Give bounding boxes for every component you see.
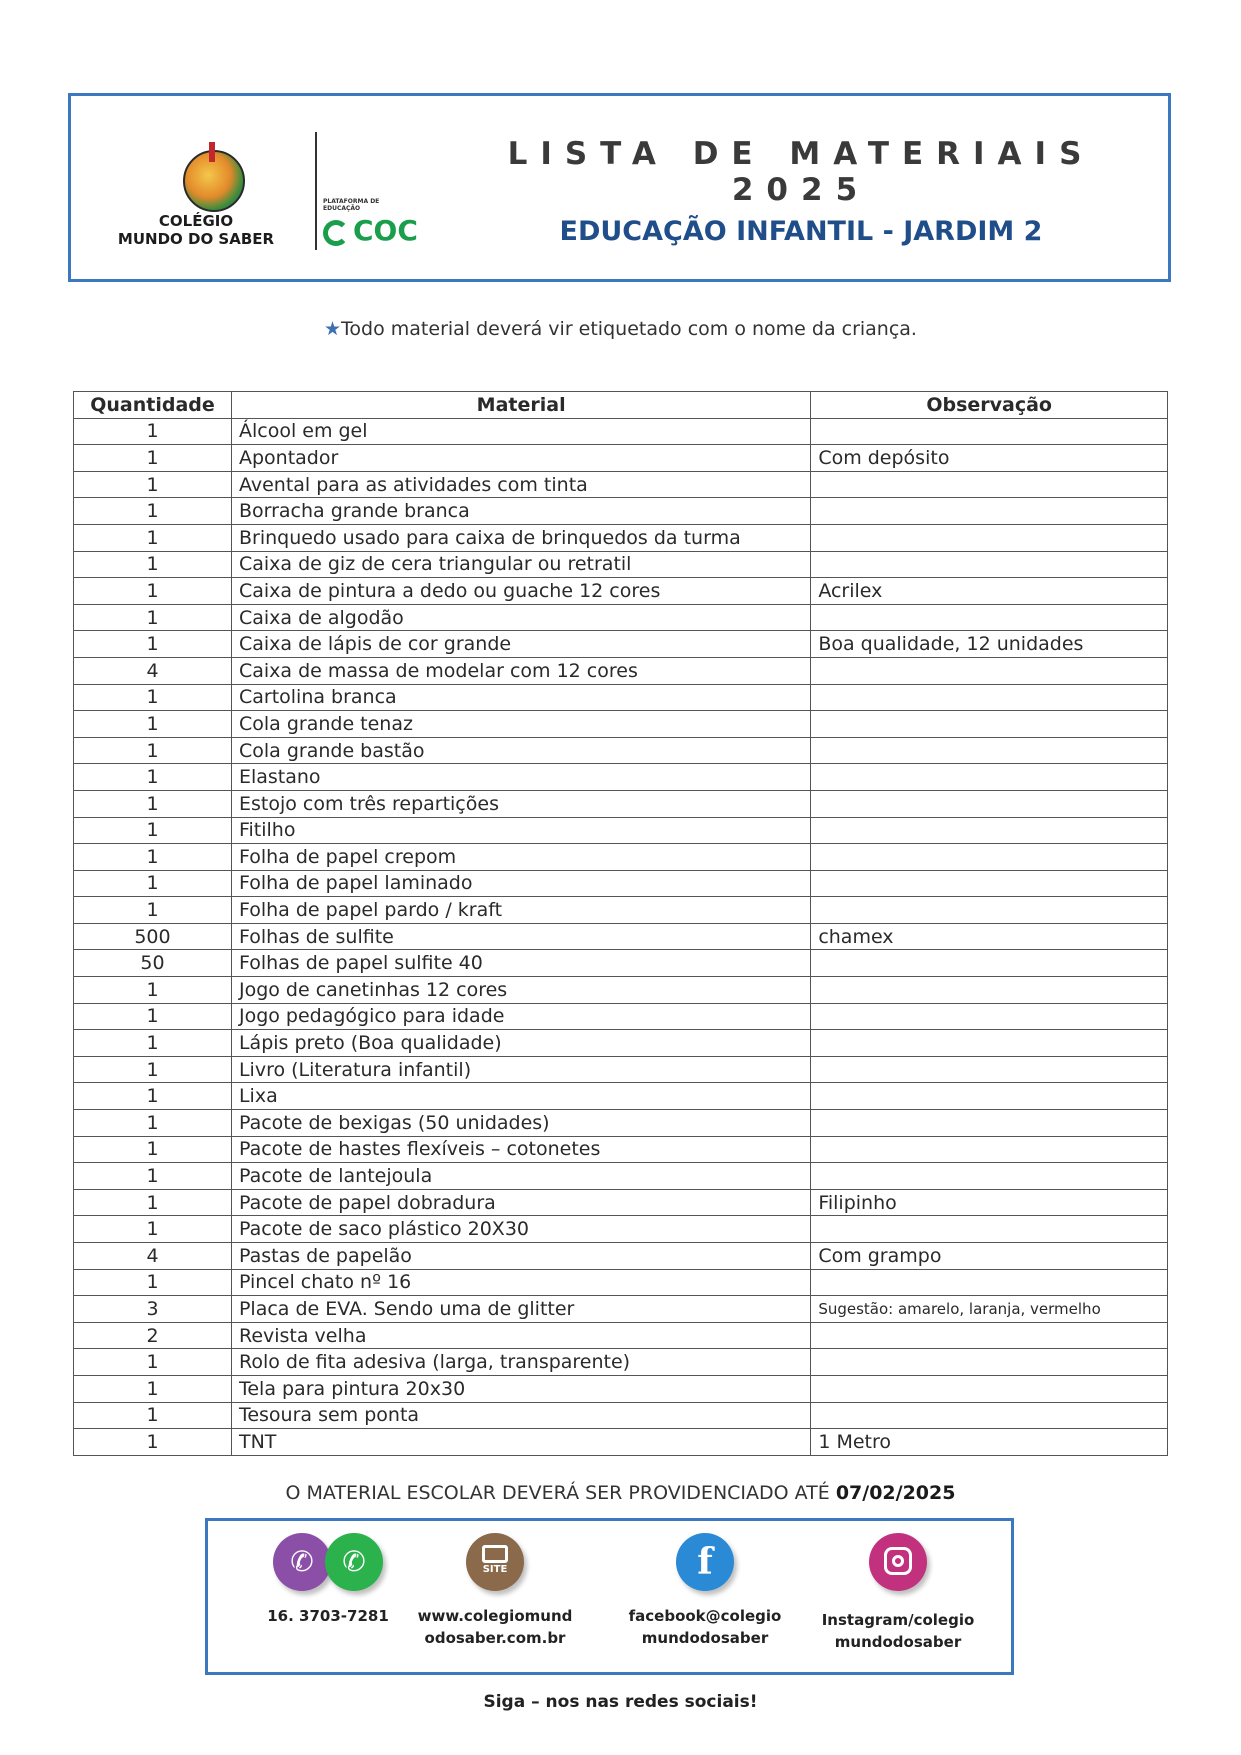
header-observacao: Observação [811,392,1168,419]
cell-quantidade: 1 [74,1083,232,1110]
facebook-address[interactable] [605,1605,805,1649]
cell-quantidade: 2 [74,1322,232,1349]
cell-observacao [811,897,1168,924]
site-line2: odosaber.com.br [424,1629,566,1647]
table-row [74,684,1168,711]
cell-observacao [811,1349,1168,1376]
school-name-line1: COLÉGIO [158,212,234,230]
cell-material: Cola grande tenaz [231,711,810,738]
table-row [74,1110,1168,1137]
site-line1: www.colegiomund [417,1607,573,1625]
table-row [74,950,1168,977]
cell-observacao [811,817,1168,844]
cell-material: Caixa de giz de cera triangular ou retratil [231,551,810,578]
cell-material: Folha de papel crepom [231,844,810,871]
table-row [74,897,1168,924]
table-row [74,923,1168,950]
cell-material: Lápis preto (Boa qualidade) [231,1030,810,1057]
table-row [74,790,1168,817]
table-row [74,1189,1168,1216]
cell-observacao [811,950,1168,977]
cell-material: Folha de papel laminado [231,870,810,897]
cell-quantidade: 1 [74,631,232,658]
cell-quantidade: 1 [74,1349,232,1376]
cell-observacao [811,764,1168,791]
cell-material: Pacote de lantejoula [231,1163,810,1190]
cell-material: Cola grande bastão [231,737,810,764]
cell-quantidade: 1 [74,1030,232,1057]
coc-swirl-icon [323,220,349,246]
instagram-line1: Instagram/colegio [821,1611,975,1629]
cell-quantidade: 1 [74,1056,232,1083]
cell-material: Folha de papel pardo / kraft [231,897,810,924]
cell-material: Rolo de fita adesiva (larga, transparente) [231,1349,810,1376]
table-row [74,1322,1168,1349]
table-row [74,1216,1168,1243]
cell-material: Avental para as atividades com tinta [231,471,810,498]
cell-quantidade: 4 [74,1243,232,1270]
table-row [74,471,1168,498]
table-row [74,1243,1168,1270]
table-row [74,551,1168,578]
cell-material: Tela para pintura 20x30 [231,1375,810,1402]
cell-quantidade: 1 [74,737,232,764]
cell-observacao: Sugestão: amarelo, laranja, vermelho [811,1296,1168,1323]
facebook-icon: f [676,1533,734,1591]
header-material: Material [231,392,810,419]
table-row [74,524,1168,551]
cell-quantidade: 1 [74,498,232,525]
cell-observacao: Com depósito [811,445,1168,472]
cell-material: Pincel chato nº 16 [231,1269,810,1296]
phone-number: 16. 3703-7281 [267,1607,389,1625]
contact-box [205,1518,1014,1675]
table-body [74,418,1168,1455]
cell-observacao [811,418,1168,445]
cell-observacao [811,870,1168,897]
table-row [74,1429,1168,1456]
cell-observacao [811,711,1168,738]
cell-material: Pacote de saco plástico 20X30 [231,1216,810,1243]
cell-quantidade: 1 [74,977,232,1004]
table-row [74,418,1168,445]
cell-observacao [811,1030,1168,1057]
cell-observacao [811,1216,1168,1243]
cell-observacao: Filipinho [811,1189,1168,1216]
cell-material: Cartolina branca [231,684,810,711]
cell-observacao [811,1269,1168,1296]
table-row [74,977,1168,1004]
label-notice [0,318,1241,340]
platform-label: PLATAFORMA DE EDUCAÇÃO [323,198,380,212]
cell-material: Pacote de papel dobradura [231,1189,810,1216]
cell-quantidade: 1 [74,418,232,445]
table-row [74,1163,1168,1190]
cell-quantidade: 1 [74,844,232,871]
cell-observacao [811,1003,1168,1030]
table-row [74,578,1168,605]
monitor-icon [466,1533,524,1591]
cell-material: TNT [231,1429,810,1456]
coc-brand: COC [353,214,418,247]
cell-quantidade: 1 [74,578,232,605]
cell-observacao [811,604,1168,631]
cell-material: Fitilho [231,817,810,844]
cell-material: Elastano [231,764,810,791]
cell-observacao [811,1163,1168,1190]
cell-material: Apontador [231,445,810,472]
cell-material: Folhas de papel sulfite 40 [231,950,810,977]
school-name-line2: MUNDO DO SABER [117,230,275,248]
facebook-line1: facebook@colegio [628,1607,782,1625]
cell-observacao [811,1402,1168,1429]
cell-material: Caixa de pintura a dedo ou guache 12 cores [231,578,810,605]
cell-quantidade: 1 [74,870,232,897]
cell-material: Tesoura sem ponta [231,1402,810,1429]
site-address[interactable] [395,1605,595,1649]
table-row [74,1003,1168,1030]
table-row [74,657,1168,684]
cell-material: Borracha grande branca [231,498,810,525]
instagram-line2: mundodosaber [834,1633,962,1651]
cell-quantidade: 1 [74,790,232,817]
cell-observacao [811,977,1168,1004]
table-row [74,1296,1168,1323]
cell-material: Caixa de lápis de cor grande [231,631,810,658]
table-row [74,1349,1168,1376]
contact-facebook[interactable] [605,1533,805,1649]
cell-observacao: Acrilex [811,578,1168,605]
cell-observacao [811,1136,1168,1163]
cell-observacao [811,498,1168,525]
school-logo [101,132,418,252]
cell-material: Jogo de canetinhas 12 cores [231,977,810,1004]
cell-material: Jogo pedagógico para idade [231,1003,810,1030]
cell-observacao [811,1322,1168,1349]
cell-quantidade: 4 [74,657,232,684]
site-icon-label: SITE [482,1564,508,1575]
deadline-text: O MATERIAL ESCOLAR DEVERÁ SER PROVIDENCIADO ATÉ [285,1482,836,1504]
cell-material: Pacote de hastes flexíveis – cotonetes [231,1136,810,1163]
cell-observacao [811,844,1168,871]
cell-material: Lixa [231,1083,810,1110]
cell-observacao: 1 Metro [811,1429,1168,1456]
cell-material: Caixa de massa de modelar com 12 cores [231,657,810,684]
deadline-notice [0,1482,1241,1504]
phone-icon: ✆ [273,1533,331,1591]
cell-quantidade: 3 [74,1296,232,1323]
school-name [101,212,291,248]
cell-material: Estojo com três repartições [231,790,810,817]
table-row [74,604,1168,631]
cell-quantidade: 500 [74,923,232,950]
cell-observacao [811,684,1168,711]
cell-quantidade: 1 [74,471,232,498]
page-title: LISTA DE MATERIAIS 2025 [507,136,1095,208]
table-row [74,711,1168,738]
cell-material: Revista velha [231,1322,810,1349]
cell-quantidade: 1 [74,897,232,924]
cell-observacao [811,1375,1168,1402]
instagram-icon [869,1533,927,1591]
page-subtitle: EDUCAÇÃO INFANTIL - JARDIM 2 [559,216,1043,247]
cell-quantidade: 1 [74,1003,232,1030]
table-row [74,1056,1168,1083]
cell-quantidade: 1 [74,817,232,844]
cell-observacao [811,551,1168,578]
cell-quantidade: 1 [74,524,232,551]
cell-observacao [811,737,1168,764]
cell-quantidade: 1 [74,684,232,711]
logo-divider [315,132,317,250]
cell-quantidade: 1 [74,551,232,578]
table-row [74,870,1168,897]
cell-material: Brinquedo usado para caixa de brinquedos da turma [231,524,810,551]
footer-text: Siga – nos nas redes sociais! [483,1692,758,1712]
cell-quantidade: 1 [74,1216,232,1243]
contact-instagram[interactable] [798,1533,998,1653]
table-row [74,1402,1168,1429]
table-row [74,844,1168,871]
cell-observacao [811,790,1168,817]
star-icon: ★ [324,318,342,340]
cell-quantidade: 1 [74,1402,232,1429]
cell-observacao: Boa qualidade, 12 unidades [811,631,1168,658]
table-row [74,445,1168,472]
cell-quantidade: 50 [74,950,232,977]
cell-quantidade: 1 [74,1429,232,1456]
table-row [74,1269,1168,1296]
cell-quantidade: 1 [74,1110,232,1137]
flame-icon [209,142,215,162]
cell-quantidade: 1 [74,1136,232,1163]
table-row [74,631,1168,658]
table-row [74,1083,1168,1110]
cell-observacao: Com grampo [811,1243,1168,1270]
cell-quantidade: 1 [74,1163,232,1190]
table-row [74,817,1168,844]
cell-material: Álcool em gel [231,418,810,445]
table-row [74,498,1168,525]
notice-text: Todo material deverá vir etiquetado com o nome da criança. [341,318,917,340]
cell-observacao [811,471,1168,498]
deadline-date: 07/02/2025 [835,1482,956,1504]
cell-material: Folhas de sulfite [231,923,810,950]
facebook-line2: mundodosaber [641,1629,769,1647]
cell-observacao: chamex [811,923,1168,950]
table-row [74,1136,1168,1163]
table-row [74,1030,1168,1057]
header-quantidade: Quantidade [74,392,232,419]
table-row [74,764,1168,791]
cell-material: Caixa de algodão [231,604,810,631]
cell-material: Pastas de papelão [231,1243,810,1270]
instagram-address[interactable] [798,1609,998,1653]
cell-quantidade: 1 [74,711,232,738]
cell-material: Placa de EVA. Sendo uma de glitter [231,1296,810,1323]
cell-quantidade: 1 [74,604,232,631]
cell-observacao [811,657,1168,684]
whatsapp-icon: ✆ [325,1533,383,1591]
contact-site[interactable] [395,1533,595,1649]
cell-material: Livro (Literatura infantil) [231,1056,810,1083]
materials-table [73,391,1168,1456]
cell-observacao [811,1056,1168,1083]
cell-observacao [811,524,1168,551]
cell-observacao [811,1110,1168,1137]
cell-quantidade: 1 [74,1375,232,1402]
cell-quantidade: 1 [74,1189,232,1216]
cell-quantidade: 1 [74,764,232,791]
cell-quantidade: 1 [74,1269,232,1296]
header-box [68,93,1171,282]
cell-quantidade: 1 [74,445,232,472]
cell-observacao [811,1083,1168,1110]
table-row [74,737,1168,764]
table-row [74,1375,1168,1402]
cell-material: Pacote de bexigas (50 unidades) [231,1110,810,1137]
table-header-row [74,392,1168,419]
